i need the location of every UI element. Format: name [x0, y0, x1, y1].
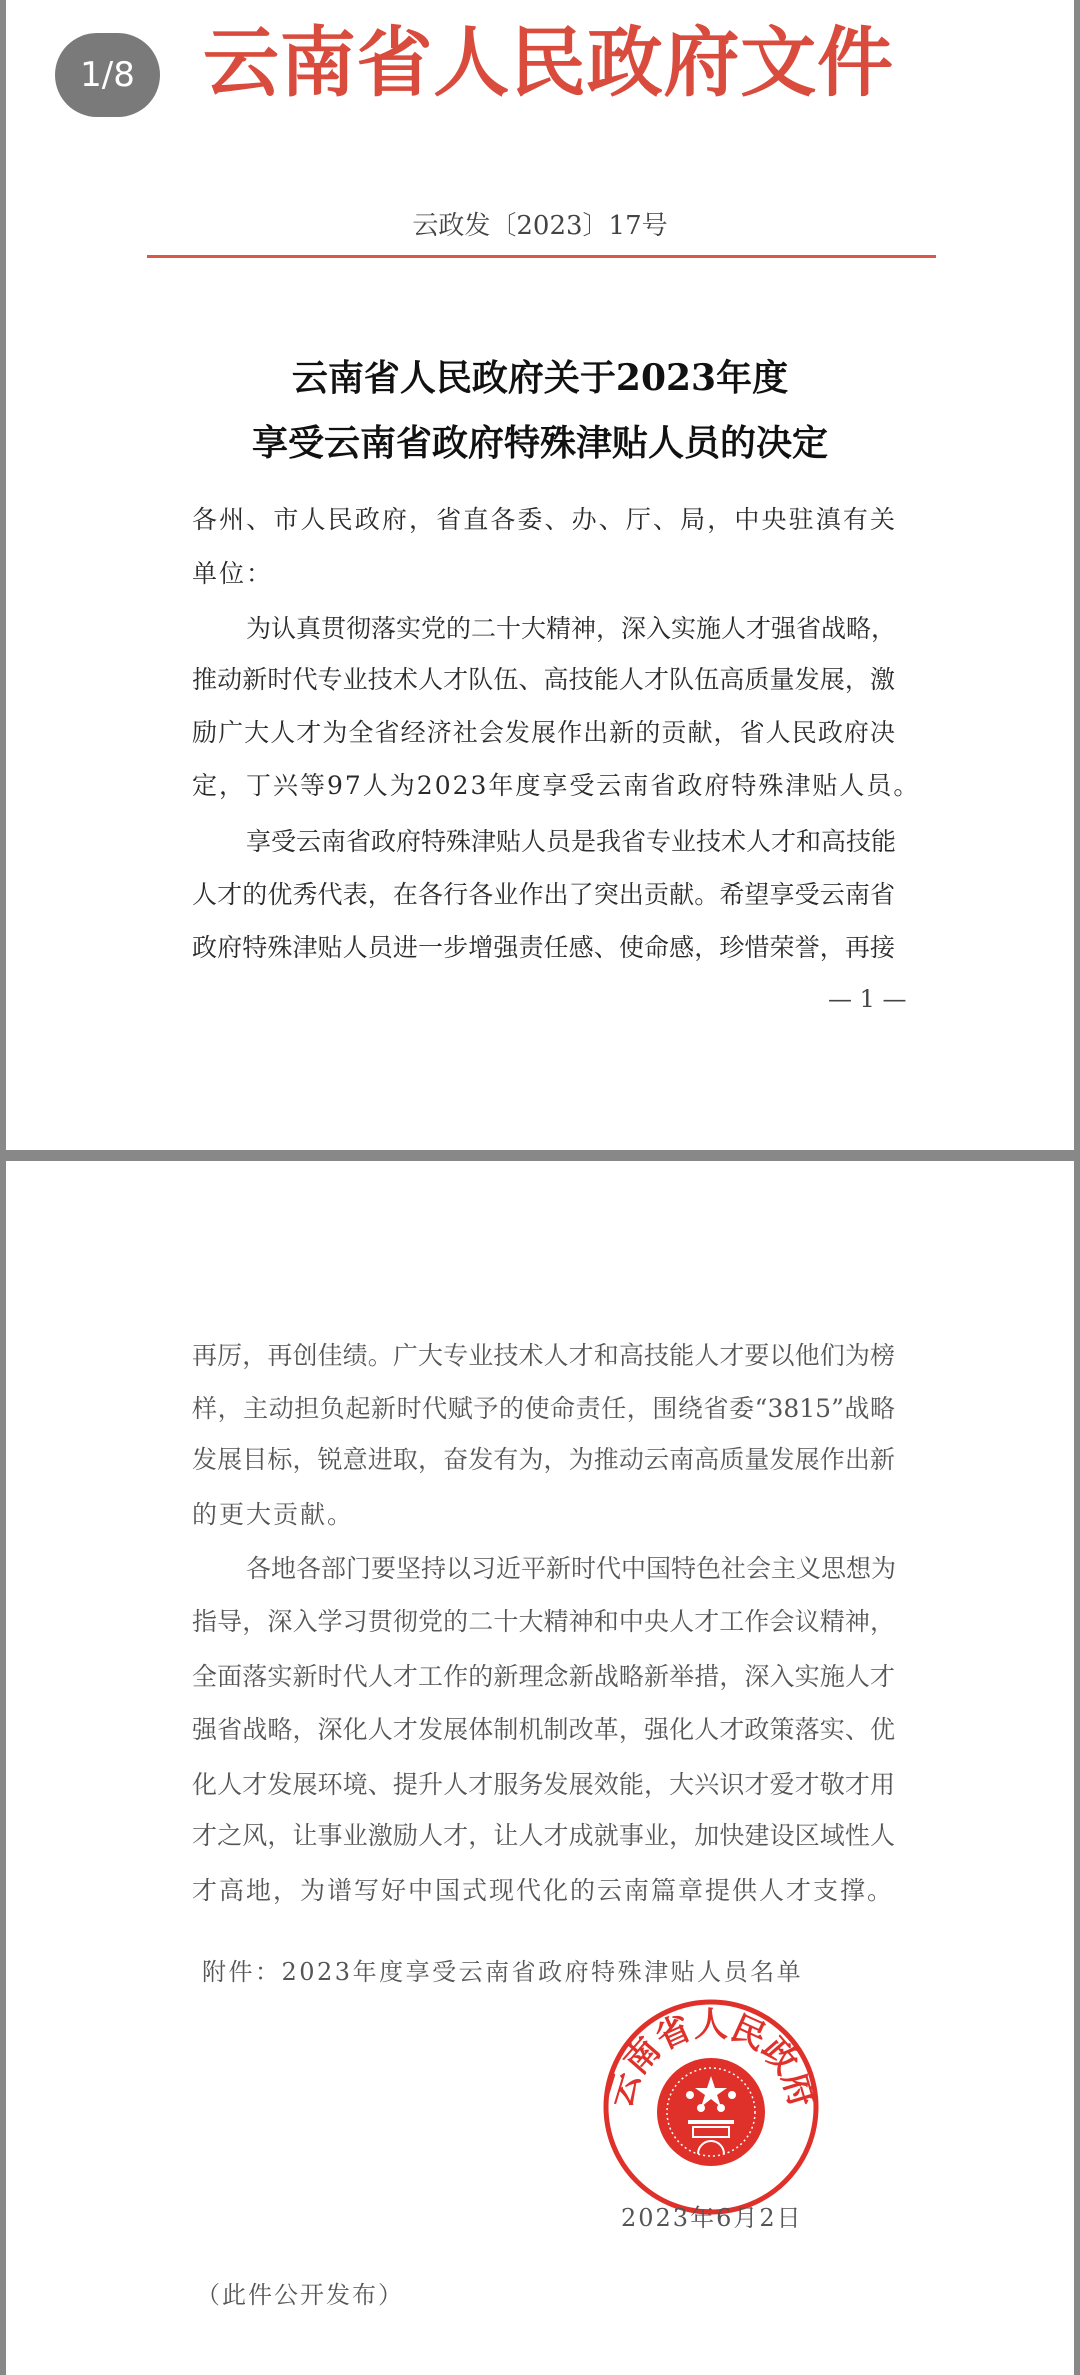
body-text-line: 推动新时代专业技术人才队伍、高技能人才队伍高质量发展，激 [192, 665, 895, 694]
body-text-line: 励广大人才为全省经济社会发展作出新的贡献，省人民政府决 [192, 718, 895, 747]
document-title-line-1: 云南省人民政府关于2023年度 [291, 357, 789, 399]
body-text-line: 发展目标，锐意进取，奋发有为，为推动云南高质量发展作出新 [192, 1445, 895, 1474]
document-page-2 [6, 1161, 1074, 2375]
body-text-line: 才高地，为谱写好中国式现代化的云南篇章提供人才支撑。 [192, 1876, 895, 1905]
body-text-line: 政府特殊津贴人员进一步增强责任感、使命感，珍惜荣誉，再接 [192, 933, 895, 962]
header-divider [147, 255, 936, 258]
body-text-line: 的更大贡献。 [192, 1500, 355, 1529]
national-emblem-icon [657, 2058, 765, 2166]
body-text-line: 才之风，让事业激励人才，让人才成就事业，加快建设区域性人 [192, 1821, 895, 1850]
document-date: 2023年6月2日 [621, 2204, 803, 2232]
document-number: 云政发〔2023〕17号 [412, 211, 668, 241]
body-text-line: 各地各部门要坚持以习近平新时代中国特色社会主义思想为 [246, 1554, 897, 1583]
body-text-line: 定，丁兴等97人为2023年度享受云南省政府特殊津贴人员。 [192, 771, 921, 800]
document-title-line-2: 享受云南省政府特殊津贴人员的决定 [251, 422, 828, 464]
attachment-note: 附件：2023年度享受云南省政府特殊津贴人员名单 [202, 1958, 804, 1986]
body-text-line: 各州、市人民政府，省直各委、办、厅、局，中央驻滇有关 [192, 505, 895, 534]
official-seal [598, 1994, 824, 2220]
body-text-line: 强省战略，深化人才发展体制机制改革，强化人才政策落实、优 [192, 1715, 895, 1744]
page-number: — 1 — [828, 985, 907, 1013]
document-page-1 [6, 0, 1074, 1150]
body-text-line: 单位： [192, 559, 274, 588]
body-text-line: 指导，深入学习贯彻党的二十大精神和中央人才工作会议精神， [192, 1607, 895, 1636]
body-text-line: 化人才发展环境、提升人才服务发展效能，大兴识才爱才敬才用 [192, 1770, 895, 1799]
document-header: 云南省人民政府文件 [203, 18, 893, 107]
page-indicator: 1/8 [55, 33, 160, 117]
seal-text: 云南省人民政府 [599, 2005, 823, 2112]
body-text-line: 人才的优秀代表，在各行各业作出了突出贡献。希望享受云南省 [192, 880, 895, 909]
body-text-line: 为认真贯彻落实党的二十大精神，深入实施人才强省战略， [246, 614, 897, 643]
body-text-line: 样，主动担负起新时代赋予的使命责任，围绕省委“3815”战略 [192, 1394, 895, 1423]
publish-note: （此件公开发布） [196, 2281, 404, 2309]
body-text-line: 享受云南省政府特殊津贴人员是我省专业技术人才和高技能 [246, 827, 897, 856]
body-text-line: 再厉，再创佳绩。广大专业技术人才和高技能人才要以他们为榜 [192, 1341, 895, 1370]
body-text-line: 全面落实新时代人才工作的新理念新战略新举措，深入实施人才 [192, 1662, 895, 1691]
